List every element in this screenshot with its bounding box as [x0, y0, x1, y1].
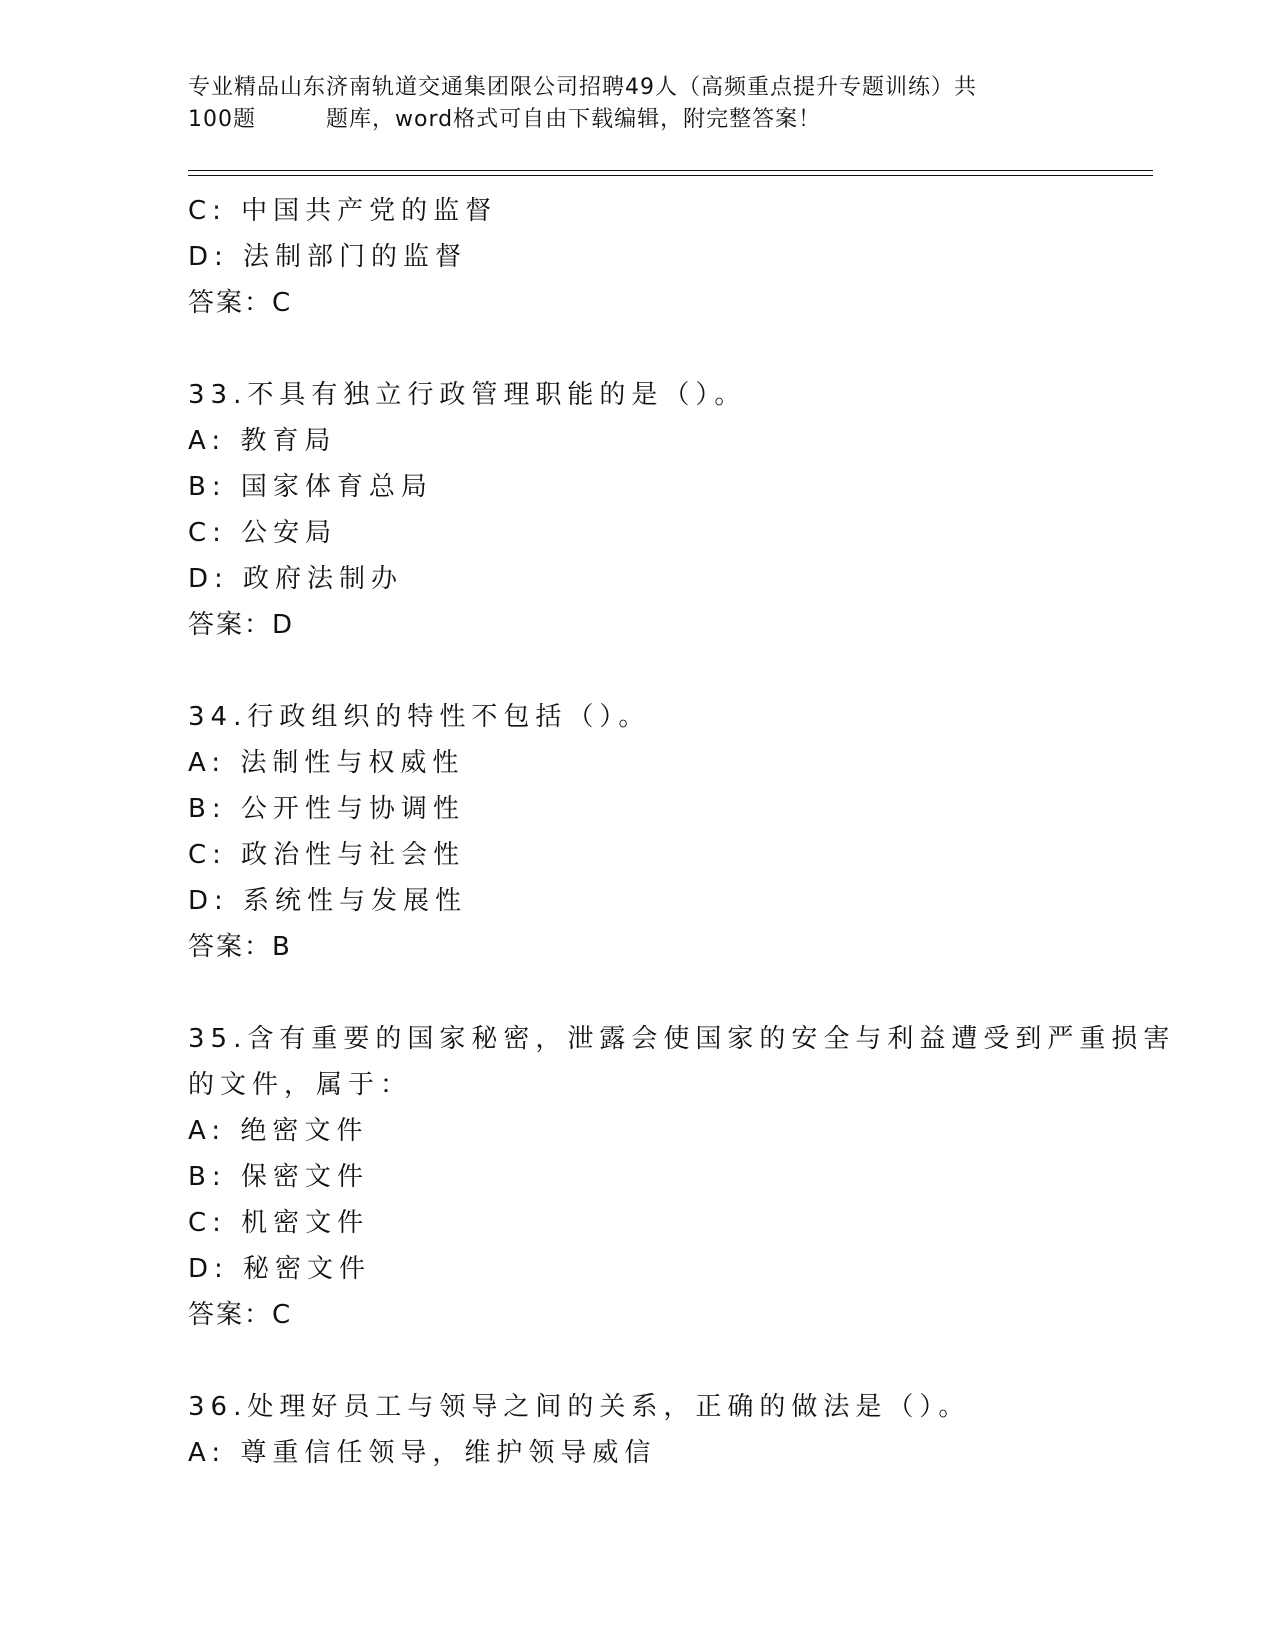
option-a: A: 尊重信任领导，维护领导威信 [188, 1438, 657, 1468]
option-d: D: 系统性与发展性 [188, 886, 468, 916]
option-d: D: 秘密文件 [188, 1254, 372, 1284]
answer: 答案：D [188, 610, 295, 640]
option-c: C: 公安局 [188, 518, 338, 548]
answer: 答案：B [188, 932, 292, 962]
question-stem-continued: 的文件，属于： [188, 1070, 413, 1100]
document-header [188, 72, 1068, 136]
option-b: B: 国家体育总局 [188, 472, 433, 502]
question-stem: 36.处理好员工与领导之间的关系，正确的做法是（）。 [188, 1392, 971, 1422]
header-line-2 [188, 104, 1068, 136]
question-34 [188, 694, 1088, 970]
option-c: C: 中国共产党的监督 [188, 196, 498, 226]
question-35 [188, 1016, 1176, 1338]
header-rule-top [188, 170, 1153, 171]
question-list [188, 188, 1176, 1476]
header-question-count: 100题 [188, 107, 256, 132]
question-33 [188, 372, 1088, 648]
header-description: 题库，word格式可自由下载编辑，附完整答案！ [326, 107, 822, 132]
option-a: A: 绝密文件 [188, 1116, 369, 1146]
option-b: B: 公开性与协调性 [188, 794, 465, 824]
option-c: C: 机密文件 [188, 1208, 370, 1238]
question-36 [188, 1384, 1088, 1476]
answer: 答案：C [188, 288, 293, 318]
option-b: B: 保密文件 [188, 1162, 369, 1192]
option-d: D: 法制部门的监督 [188, 242, 468, 272]
option-a: A: 法制性与权威性 [188, 748, 465, 778]
question-fragment [188, 188, 1088, 326]
option-d: D: 政府法制办 [188, 564, 404, 594]
question-stem: 33.不具有独立行政管理职能的是（）。 [188, 380, 747, 410]
header-rule-bottom [188, 175, 1153, 176]
option-c: C: 政治性与社会性 [188, 840, 466, 870]
answer: 答案：C [188, 1300, 293, 1330]
header-line-1: 专业精品山东济南轨道交通集团限公司招聘49人（高频重点提升专题训练）共 [188, 75, 977, 100]
question-stem: 35.含有重要的国家秘密，泄露会使国家的安全与利益遭受到严重损害 [188, 1024, 1176, 1054]
question-stem: 34.行政组织的特性不包括（）。 [188, 702, 651, 732]
option-a: A: 教育局 [188, 426, 337, 456]
